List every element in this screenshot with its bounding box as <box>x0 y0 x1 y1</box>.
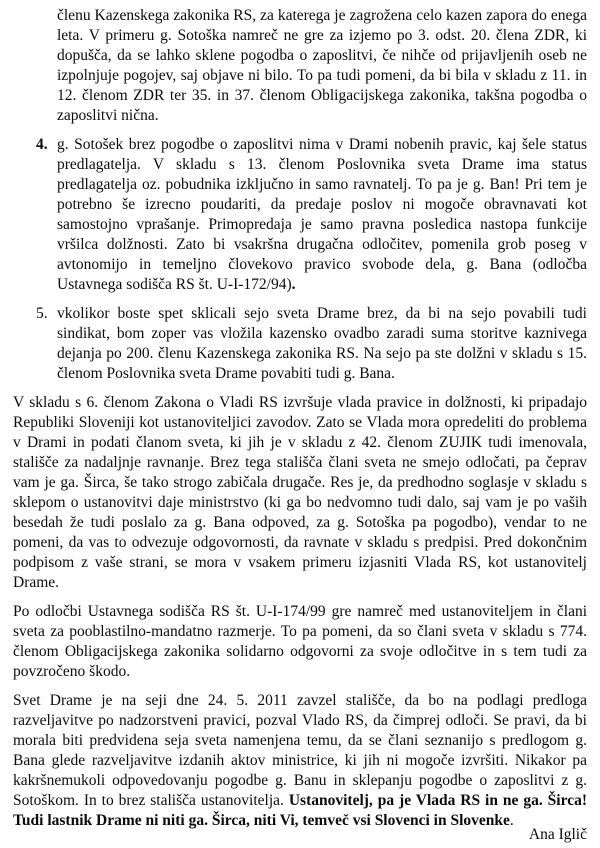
list-item-5 <box>36 304 587 384</box>
list-item-bold-suffix: . <box>291 276 296 293</box>
list-item-text <box>57 135 587 295</box>
signature-name: Ana Iglič <box>528 826 587 843</box>
list-item-number: 5. <box>36 305 48 322</box>
final-paragraph <box>13 691 587 831</box>
intro-paragraph: členu Kazenskega zakonika RS, za katerega je zagrožena celo kazen zapora do enega leta. V primeru g. Sotoška namreč ne gre za izjemo po 3. odst. 20. člena ZDR, ki dopušča, da se lahko sklene pogodba o zaposlitvi, če nihče od prijavljenih oseb ne izpolnjuje pogojev, saj objave ni bilo. To pa tudi pomeni, da bi bila v skladu z 11. in 12. členom ZDR ter 35. in 37. členom Obligacijskega zakonika, takšna pogodba o zaposlitvi nična. <box>57 7 587 124</box>
list-item-text: vkolikor boste spet sklicali sejo sveta Drame brez, da bi na sejo povabili tudi sindikat, bom zoper vas vložila kazensko ovadbo zaradi suma storitve kaznivega dejanja po 200. členu Kazenskega zakonika RS. Na sejo pa ste dolžni v skladu s 15. členom Poslovnika sveta Drame povabiti tudi g. Bana. <box>57 305 587 382</box>
list-item-4 <box>36 135 587 295</box>
paragraph-ustavno-sodisce: Po odločbi Ustavnega sodišča RS št. U-I-174/99 gre namreč med ustanoviteljem in člani sveta za pooblastilno-mandatno razmerje. To pa pomeni, da so člani sveta v skladu s 774. členom Obligacijskega zakonika solidarno odgovorni za svoje odločitve in s tem tudi za povzročeno škodo. <box>13 603 587 680</box>
final-paragraph-bold-statement: Ustanovitelj, pa je Vlada RS in ne ga. Širca! Tudi lastnik Drame ni niti ga. Širca, niti Vi, temveč vsi Slovenci in Slovenke <box>13 792 587 829</box>
list-item-text-run: g. Sotošek brez pogodbe o zaposlitvi nima v Drami nobenih pravic, kaj šele status predlagatelja. V skladu s 13. členom Poslovnika sveta Drame ima status predlagatelja oz. pobudnika izključno in samo ravnatelj. To pa je g. Ban! Pri tem je potrebno še izrecno poudariti, da predaje poslov ni mogoče obravnavati kot samostojno vprašanje. Primopredaja je samo pravna posledica nastopa funkcije vršilca dolžnosti. Zato bi vsakršna drugačna odločitev, pomenila grob poseg v avtonomijo in temeljno človekovo pravico svobode dela, g. Bana (odločba Ustavnega sodišča RS št. U-I-172/94) <box>57 136 587 293</box>
paragraph-vlada-rs: V skladu s 6. členom Zakona o Vladi RS izvršuje vlada pravice in dolžnosti, ki pripadajo Republiki Sloveniji kot ustanoviteljici zavodov. Zato se Vlada mora opredeliti do problema v Drami in podati članom sveta, ki jih je v skladu z 42. členom ZUJIK tudi imenovala, stališče za nadaljnje ravnanje. Brez tega stališča člani sveta ne smejo odločati, pa čeprav vam je ga. Širca, še tako strogo zabičala drugače. Res je, da predhodno soglasje v skladu s sklepom o ustanovitvi daje ministrstvo (ki ga bo nedvomno tudi dalo, saj vam je po vaših besedah že tudi poslalo za g. Bana odpoved, za g. Sotoška pa pogodbo), vendar to ne pomeni, da vas to odvezuje odgovornosti, da ravnate v skladu s predpisi. Pred dokončnim podpisom z vaše strani, se mora v vsakem primeru izjasniti Vlada RS, kot ustanovitelj Drame. <box>13 394 587 591</box>
final-paragraph-end: . <box>509 812 514 829</box>
final-paragraph-normal-run: Svet Drame je na seji dne 24. 5. 2011 zavzel stališče, da bo na podlagi predloga razveljavitve po nadzorstveni pravici, pozval Vlado RS, da čimprej odloči. Se pravi, da bi morala biti predvidena seja sveta namenjena temu, da se člani seznanijo s predlogom g. Bana glede razveljavitve izdanih aktov ministrice, ki jih ni mogoče izvršiti. Nikakor pa kakršnemukoli odpovedovanju pogodbe g. Banu in sklepanju pogodbe o zaposlitvi z g. Sotoškom. In to brez stališča ustanovitelja. <box>13 692 587 809</box>
list-item-number: 4. <box>36 136 48 153</box>
